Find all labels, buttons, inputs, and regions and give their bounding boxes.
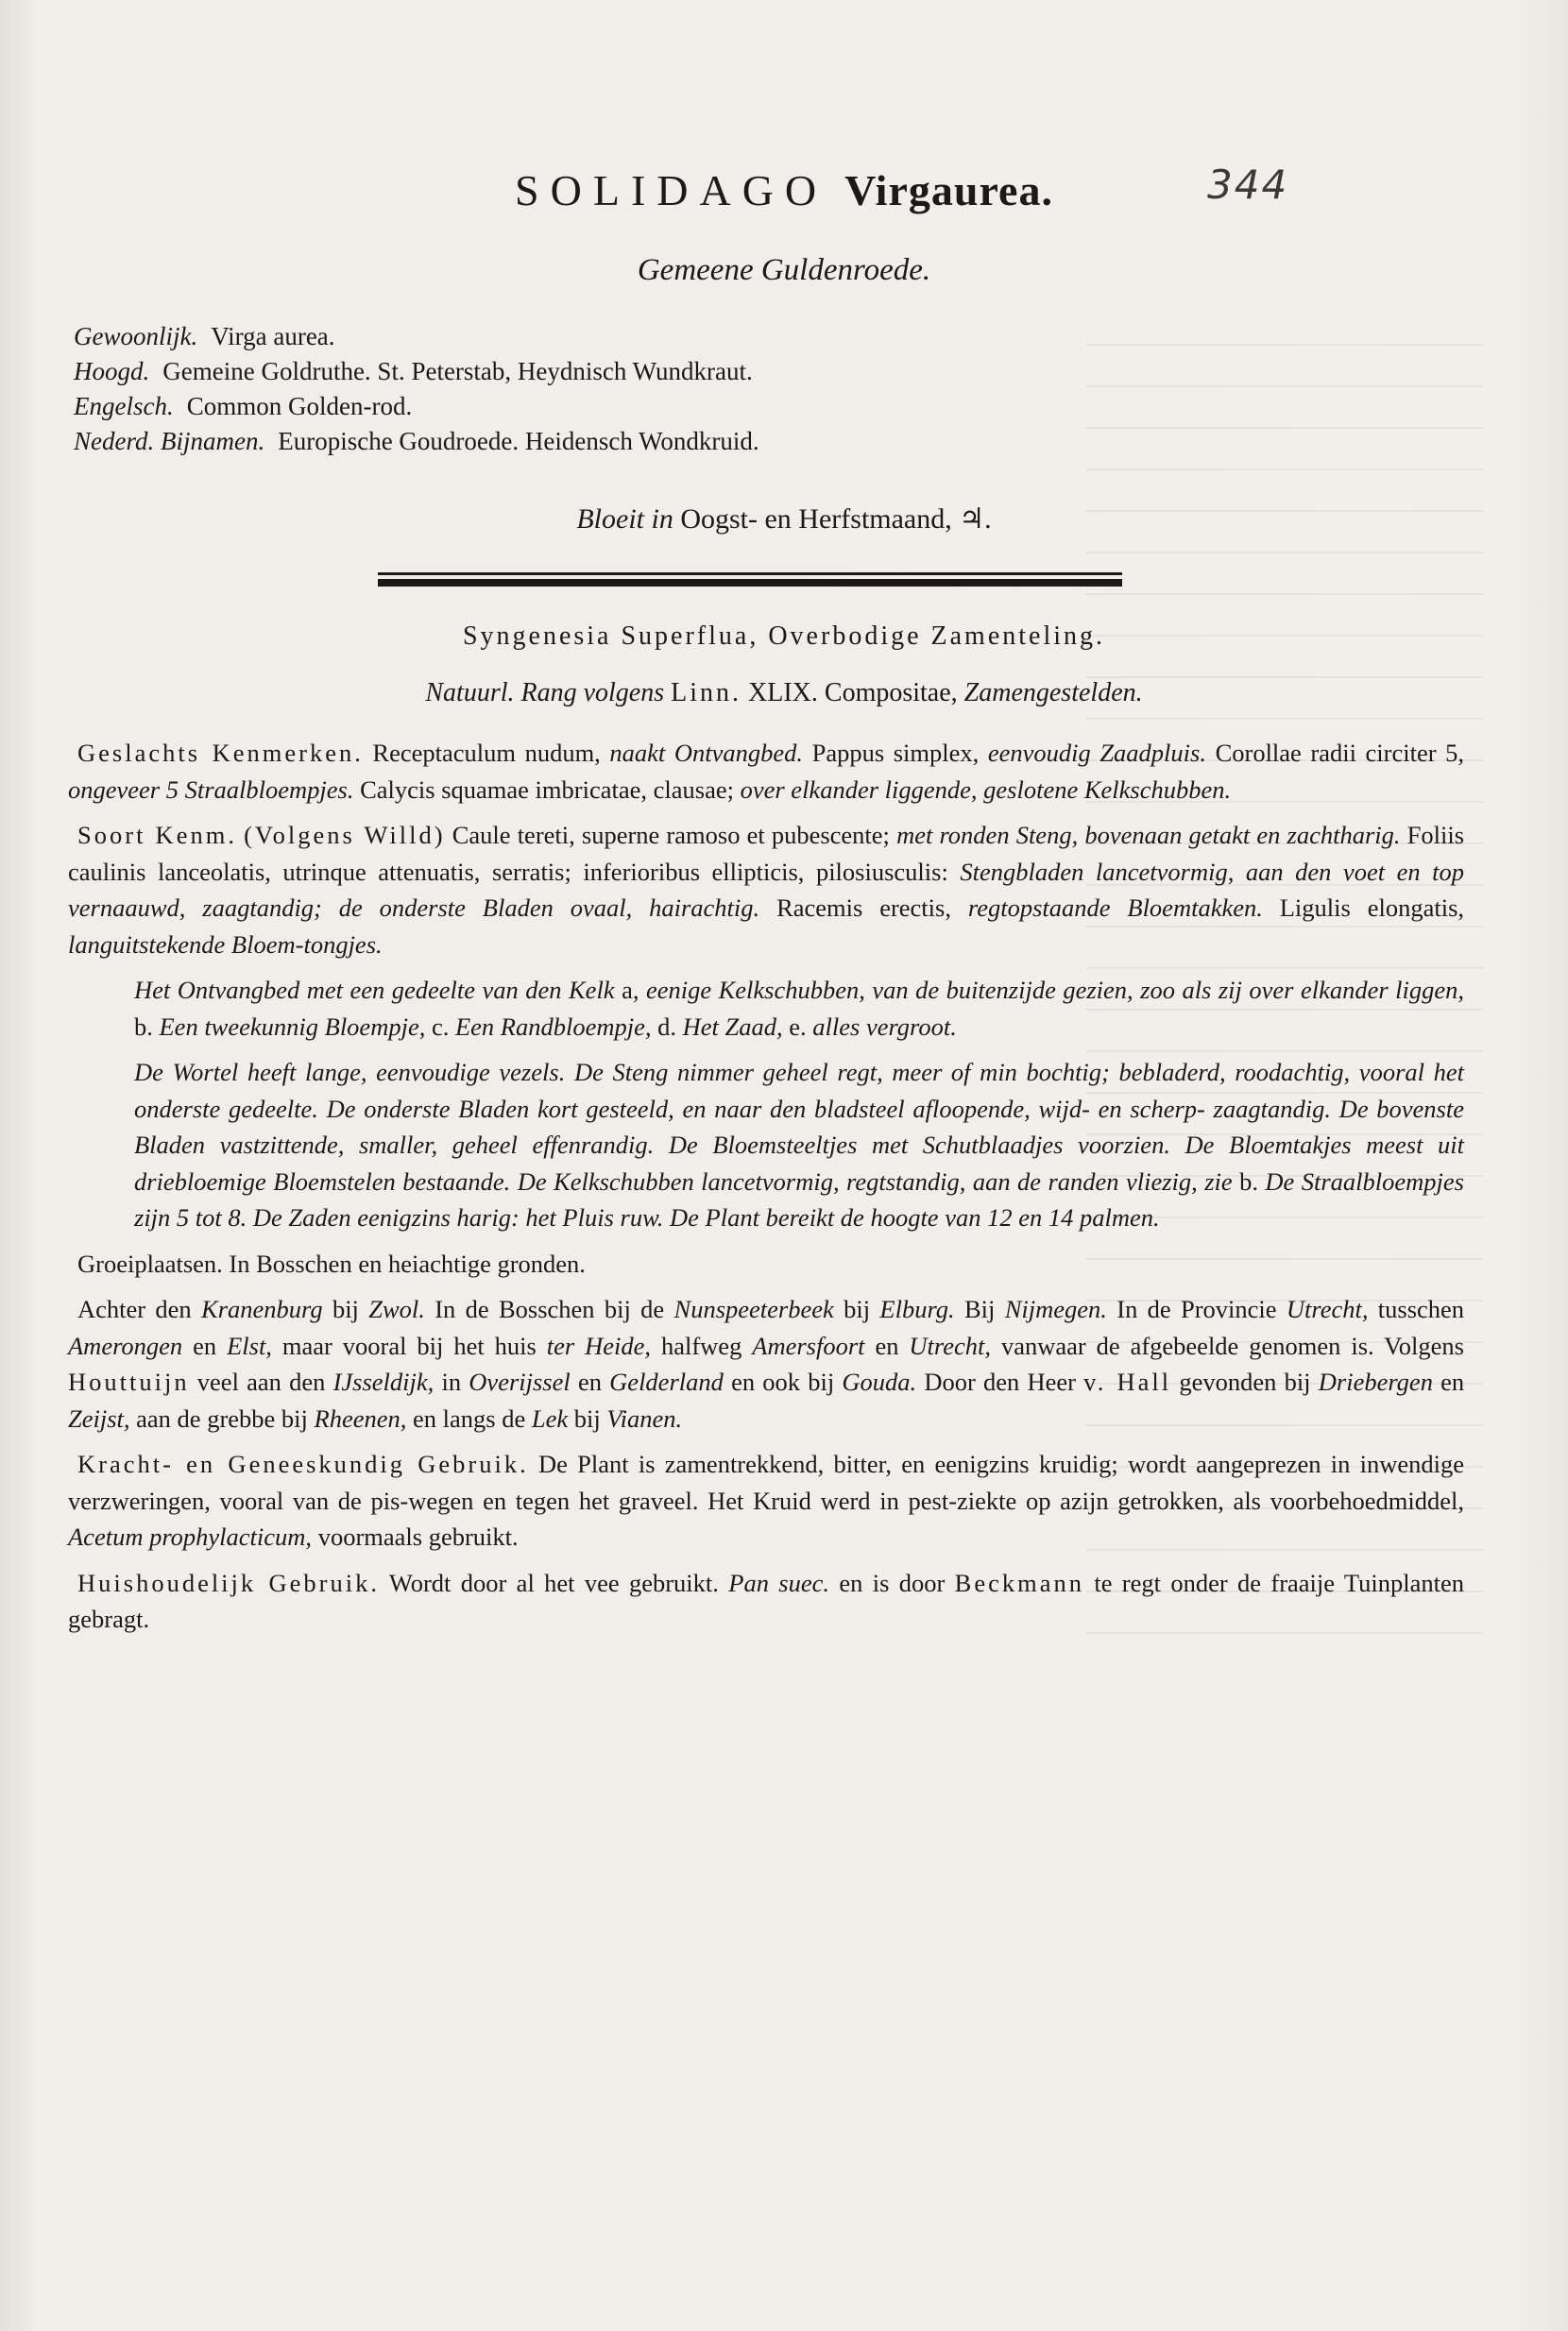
location-text: halfweg [660, 1331, 742, 1360]
name-key: Engelsch. [74, 392, 174, 420]
place-name: Overijssel [469, 1368, 571, 1396]
dutch-text: languitstekende Bloem-tongjes. [68, 929, 383, 959]
species-name: Virgaurea. [844, 166, 1053, 214]
latin-text: Foliis caulinis lanceolatis, utrinque attenuatis, serratis; inferioribus ellipticis, pilosiusculis: [68, 821, 1465, 886]
divider-thin [378, 572, 1122, 575]
place-name: Amersfoort [752, 1331, 865, 1360]
latin-text: Corollae radii circiter 5, [1215, 739, 1465, 767]
figure-text: Een tweekunnig Bloempje, [159, 1012, 426, 1041]
place-name: Gelderland [609, 1368, 724, 1396]
place-name: Nijmegen. [1004, 1295, 1107, 1323]
figure-letter: e. [789, 1012, 807, 1041]
name-value: Common Golden-rod. [186, 392, 413, 420]
rank-number: XLIX. [748, 678, 818, 707]
latin-term: Pan suec. [728, 1568, 830, 1597]
name-line [74, 319, 1443, 354]
name-value: Virga aurea. [211, 322, 335, 350]
name-key: Gewoonlijk. [74, 322, 198, 350]
dutch-text: Stengbladen lancetvormig, aan den voet en top vernaauwd, zaagtandig; de onderste Bladen ovaal, hairachtig. [68, 857, 1464, 922]
rank-family: Compositae, [824, 678, 958, 707]
paragraph-groeiplaatsen [68, 1246, 1464, 1283]
location-text: In de Bosschen bij de [435, 1295, 665, 1323]
paragraph-soort [68, 817, 1464, 962]
location-text: bij [332, 1295, 359, 1323]
place-name: Nunspeeterbeek [673, 1295, 834, 1323]
latin-text: Ligulis elongatis, [1279, 893, 1465, 922]
place-name: ter Heide, [546, 1331, 652, 1360]
latin-text: Racemis erectis, [776, 893, 951, 922]
paragraph-description [68, 1054, 1464, 1236]
name-line [74, 354, 1443, 389]
name-key: Nederd. Bijnamen. [74, 427, 265, 455]
genus-name: SOLIDAGO [515, 166, 828, 214]
place-name: Lek [531, 1404, 569, 1433]
use-text: te regt onder de fraaije Tuinplanten gebragt. [68, 1568, 1465, 1633]
rank-author: Linn. [671, 678, 742, 707]
location-text: vanwaar de afgebeelde genomen is. Volgens [1000, 1331, 1464, 1360]
rank-family-nl: Zamengestelden. [963, 678, 1143, 707]
figure-letter: b. [134, 1012, 153, 1041]
location-text: in [441, 1368, 462, 1396]
latin-text: Calycis squamae imbricatae, clausae; [360, 774, 734, 804]
dutch-text: eenvoudig Zaadpluis. [987, 739, 1206, 767]
location-text: bij [573, 1404, 601, 1433]
name-line [74, 389, 1443, 424]
rank-prefix: Natuurl. Rang volgens [425, 678, 665, 707]
figure-letter: c. [431, 1012, 450, 1041]
flowering-line [0, 499, 1568, 540]
location-text: en [193, 1331, 217, 1360]
dutch-text: regtopstaande Bloemtakken. [967, 893, 1263, 922]
latin-text: Pappus simplex, [811, 739, 980, 767]
location-text: Door den Heer [924, 1368, 1076, 1396]
location-text: Bij [964, 1295, 996, 1323]
paragraph-geslacht [68, 735, 1464, 808]
location-text: maar vooral bij het huis [281, 1331, 537, 1360]
dutch-text: over elkander liggende, geslotene Kelkschubben. [740, 774, 1232, 804]
dutch-text: naakt Ontvangbed. [609, 739, 803, 767]
paragraph-label: Groeiplaatsen. [77, 1249, 223, 1278]
paragraph-household-use [68, 1565, 1464, 1638]
place-name: Rheenen, [314, 1404, 407, 1433]
location-text: bij [844, 1295, 871, 1323]
name-value: Europische Goudroede. Heidensch Wondkruid. [278, 427, 759, 455]
figure-text: Het Ontvangbed met een gedeelte van den Kelk [134, 976, 615, 1004]
place-name: Gouda. [842, 1368, 917, 1396]
place-name: IJsseldijk, [332, 1368, 435, 1396]
flowering-text: Oogst- en Herfstmaand, ♃. [680, 503, 992, 535]
location-text: veel aan den [196, 1368, 326, 1396]
use-text: voormaals gebruikt. [317, 1523, 519, 1551]
classification: Syngenesia Superflua, Overbodige Zamenteling. [462, 621, 1106, 651]
paragraph-label: Geslachts Kenmerken. [77, 739, 364, 767]
figure-text: Het Zaad, [682, 1012, 783, 1041]
location-text: en [1440, 1368, 1465, 1396]
latin-text: Caule tereti, superne ramoso et pubescente; [452, 821, 890, 849]
use-text: Wordt door al het vee gebruikt. [388, 1568, 719, 1597]
place-name: Zeijst, [68, 1404, 130, 1433]
author-reference: (Volgens Willd) [244, 821, 446, 849]
author-name: v. Hall [1083, 1368, 1172, 1396]
name-key: Hoogd. [74, 357, 150, 385]
author-name: Beckmann [954, 1568, 1084, 1597]
use-text: en is door [839, 1568, 946, 1597]
figure-text: eenige Kelkschubben, van de buitenzijde gezien, zoo als zij over elkander liggen, [645, 976, 1464, 1004]
location-text: aan de grebbe bij [136, 1404, 308, 1433]
flowering-label: Bloeit in [576, 503, 673, 535]
place-name: Elburg. [879, 1295, 955, 1323]
description-text: De Wortel heeft lange, eenvoudige vezels. De Steng nimmer geheel regt, meer of min bochtig; bebladerd, roodachtig, vooral het onderste gedeelte. De onderste Bladen kort gesteeld, en naar den bladsteel afloopende, wijd- en scherp- zaagtandig. De bovenste Bladen vastzittende, smaller, geheel effenrandig. De Bloemsteeltjes met Schutblaadjes voorzien. De Bloemtakjes meest uit driebloemige Bloemstelen bestaande. De Kelkschubben lancetvormig, regtstandig, aan de randen vliezig, zie [134, 1058, 1464, 1196]
place-name: Driebergen [1318, 1368, 1433, 1396]
location-text: In de Provincie [1116, 1295, 1277, 1323]
location-text: en langs de [413, 1404, 526, 1433]
vernacular-names [74, 319, 1443, 459]
description-text: De Straalbloempjes zijn 5 tot 8. De Zaden eenigzins harig: het Pluis ruw. De Plant bereikt de hoogte van 12 en 14 palmen. [134, 1166, 1464, 1232]
use-text: De Plant is zamentrekkend, bitter, en eenigzins kruidig; wordt aangeprezen in inwendige verzweringen, vooral van de pis-wegen en tegen het graveel. Het Kruid werd in pest-ziekte op azijn getrokken, als voorbehoedmiddel, [68, 1450, 1464, 1515]
paragraph-label: Huishoudelijk Gebruik. [77, 1568, 380, 1597]
common-name: Gemeene Guldenroede. [637, 253, 931, 287]
figure-letter: d. [657, 1012, 677, 1041]
place-name: Kranenburg [201, 1295, 323, 1323]
figure-text: alles vergroot. [812, 1012, 957, 1041]
place-name: Zwol. [368, 1295, 425, 1323]
figure-letter: b. [1239, 1166, 1258, 1196]
location-text: gevonden bij [1179, 1368, 1311, 1396]
location-text: Achter den [77, 1295, 192, 1323]
habitat-text: In Bosschen en heiachtige gronden. [229, 1249, 586, 1278]
author-name: Houttuijn [68, 1368, 190, 1396]
paragraph-label: Soort Kenm. [77, 821, 237, 849]
divider-thick [378, 579, 1122, 587]
figure-text: Een Randbloempje, [454, 1012, 652, 1041]
place-name: Elst, [227, 1331, 272, 1360]
latin-term: Acetum prophylacticum, [68, 1523, 313, 1551]
paragraph-figure-legend [68, 972, 1464, 1045]
place-name: Amerongen [68, 1331, 183, 1360]
place-name: Utrecht, [1286, 1295, 1369, 1323]
handwritten-page-number: 344 [1207, 162, 1289, 208]
page-title [0, 162, 1568, 219]
location-text: tusschen [1377, 1295, 1465, 1323]
paragraph-medicinal-use [68, 1446, 1464, 1556]
dutch-text: met ronden Steng, bovenaan getakt en zachtharig. [896, 821, 1401, 849]
name-line [74, 424, 1443, 459]
location-text: en [577, 1368, 602, 1396]
location-text: en [875, 1331, 899, 1360]
latin-text: Receptaculum nudum, [372, 739, 601, 767]
natural-rank [0, 678, 1568, 708]
place-name: Utrecht, [909, 1331, 991, 1360]
paragraph-label: Kracht- en Geneeskundig Gebruik. [77, 1450, 529, 1478]
description-body [68, 735, 1464, 1647]
dutch-text: ongeveer 5 Straalbloempjes. [68, 774, 354, 804]
figure-letter: a, [622, 976, 639, 1004]
location-text: en ook bij [731, 1368, 835, 1396]
paragraph-locations [68, 1291, 1464, 1437]
place-name: Vianen. [606, 1404, 683, 1433]
name-value: Gemeine Goldruthe. St. Peterstab, Heydnisch Wundkraut. [162, 357, 753, 385]
